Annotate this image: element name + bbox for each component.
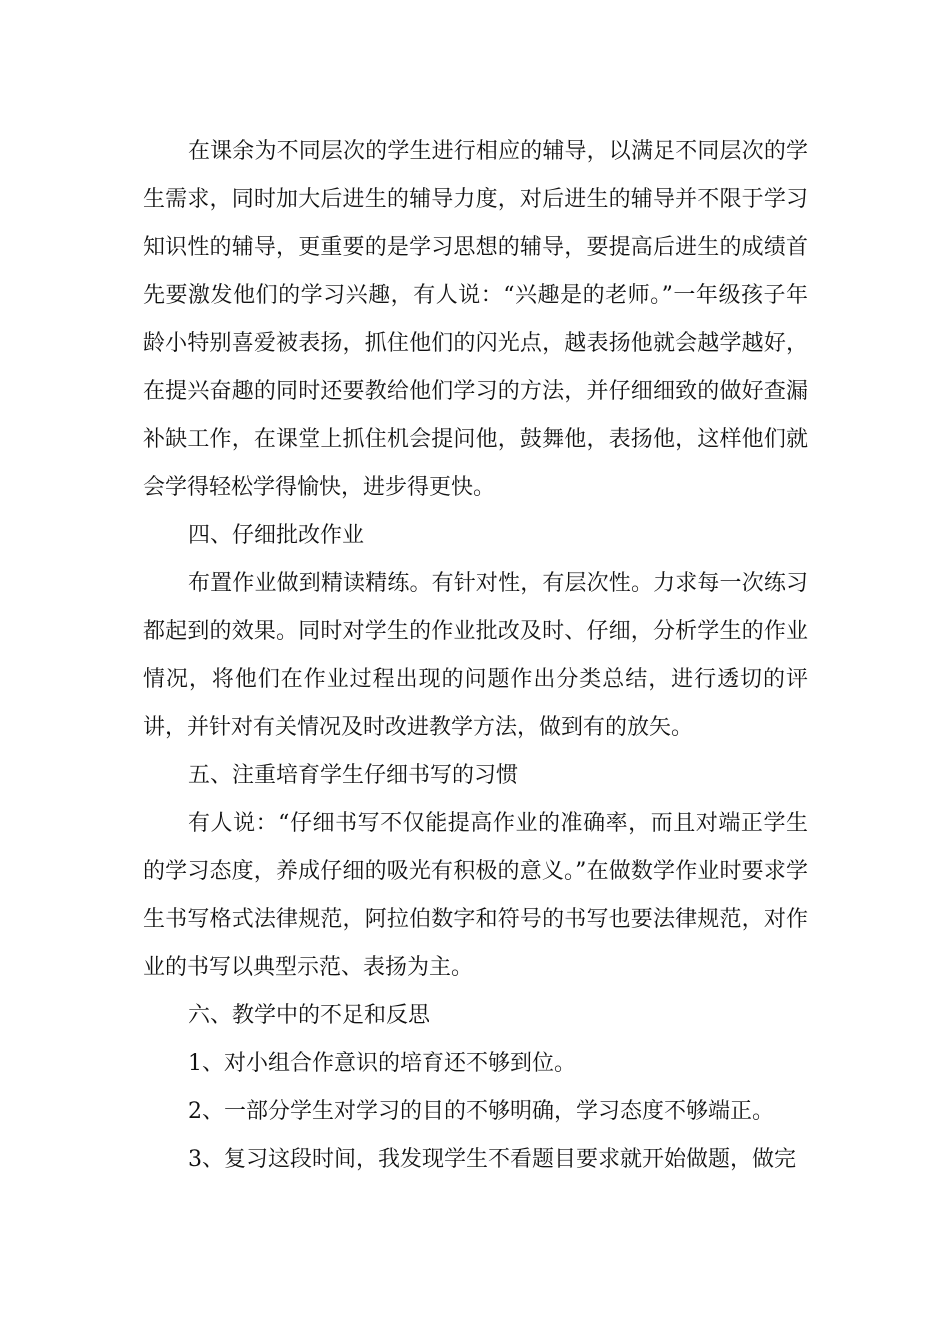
heading-homework-correction: 四、仔细批改作业 — [188, 523, 365, 548]
paragraph-writing: 有人说：“仔细书写不仅能提高作业的准确率，而且对端正学生的学习态度，养成仔细的吸光有积极的意义。”在做数学作业时要求学生书写格式法律规范，阿拉伯数字和符号的书写也要法律规范，对作业的书写以典型示范、表扬为主。 — [143, 811, 808, 980]
document-body — [143, 128, 808, 1184]
heading-writing-habits: 五、注重培育学生仔细书写的习惯 — [188, 763, 519, 788]
list-item-reflection-1: 1、对小组合作意识的培育还不够到位。 — [188, 1051, 576, 1076]
list-item-reflection-2: 2、一部分学生对学习的目的不够明确，学习态度不够端正。 — [188, 1099, 774, 1124]
list-item-reflection-3: 3、复习这段时间，我发现学生不看题目要求就开始做题，做完 — [188, 1147, 796, 1172]
heading-reflection: 六、教学中的不足和反思 — [188, 1003, 431, 1028]
paragraph-tutoring: 在课余为不同层次的学生进行相应的辅导，以满足不同层次的学生需求，同时加大后进生的辅导力度，对后进生的辅导并不限于学习知识性的辅导，更重要的是学习思想的辅导，要提高后进生的成绩首先要激发他们的学习兴趣，有人说：“兴趣是的老师。”一年级孩子年龄小特别喜爱被表扬，抓住他们的闪光点，越表扬他就会越学越好，在提兴奋趣的同时还要教给他们学习的方法，并仔细细致的做好查漏补缺工作，在课堂上抓住机会提问他，鼓舞他，表扬他，这样他们就会学得轻松学得愉快，进步得更快。 — [143, 139, 808, 500]
paragraph-homework: 布置作业做到精读精练。有针对性，有层次性。力求每一次练习都起到的效果。同时对学生的作业批改及时、仔细，分析学生的作业情况，将他们在作业过程出现的问题作出分类总结，进行透切的评讲，并针对有关情况及时改进教学方法，做到有的放矢。 — [143, 571, 808, 740]
